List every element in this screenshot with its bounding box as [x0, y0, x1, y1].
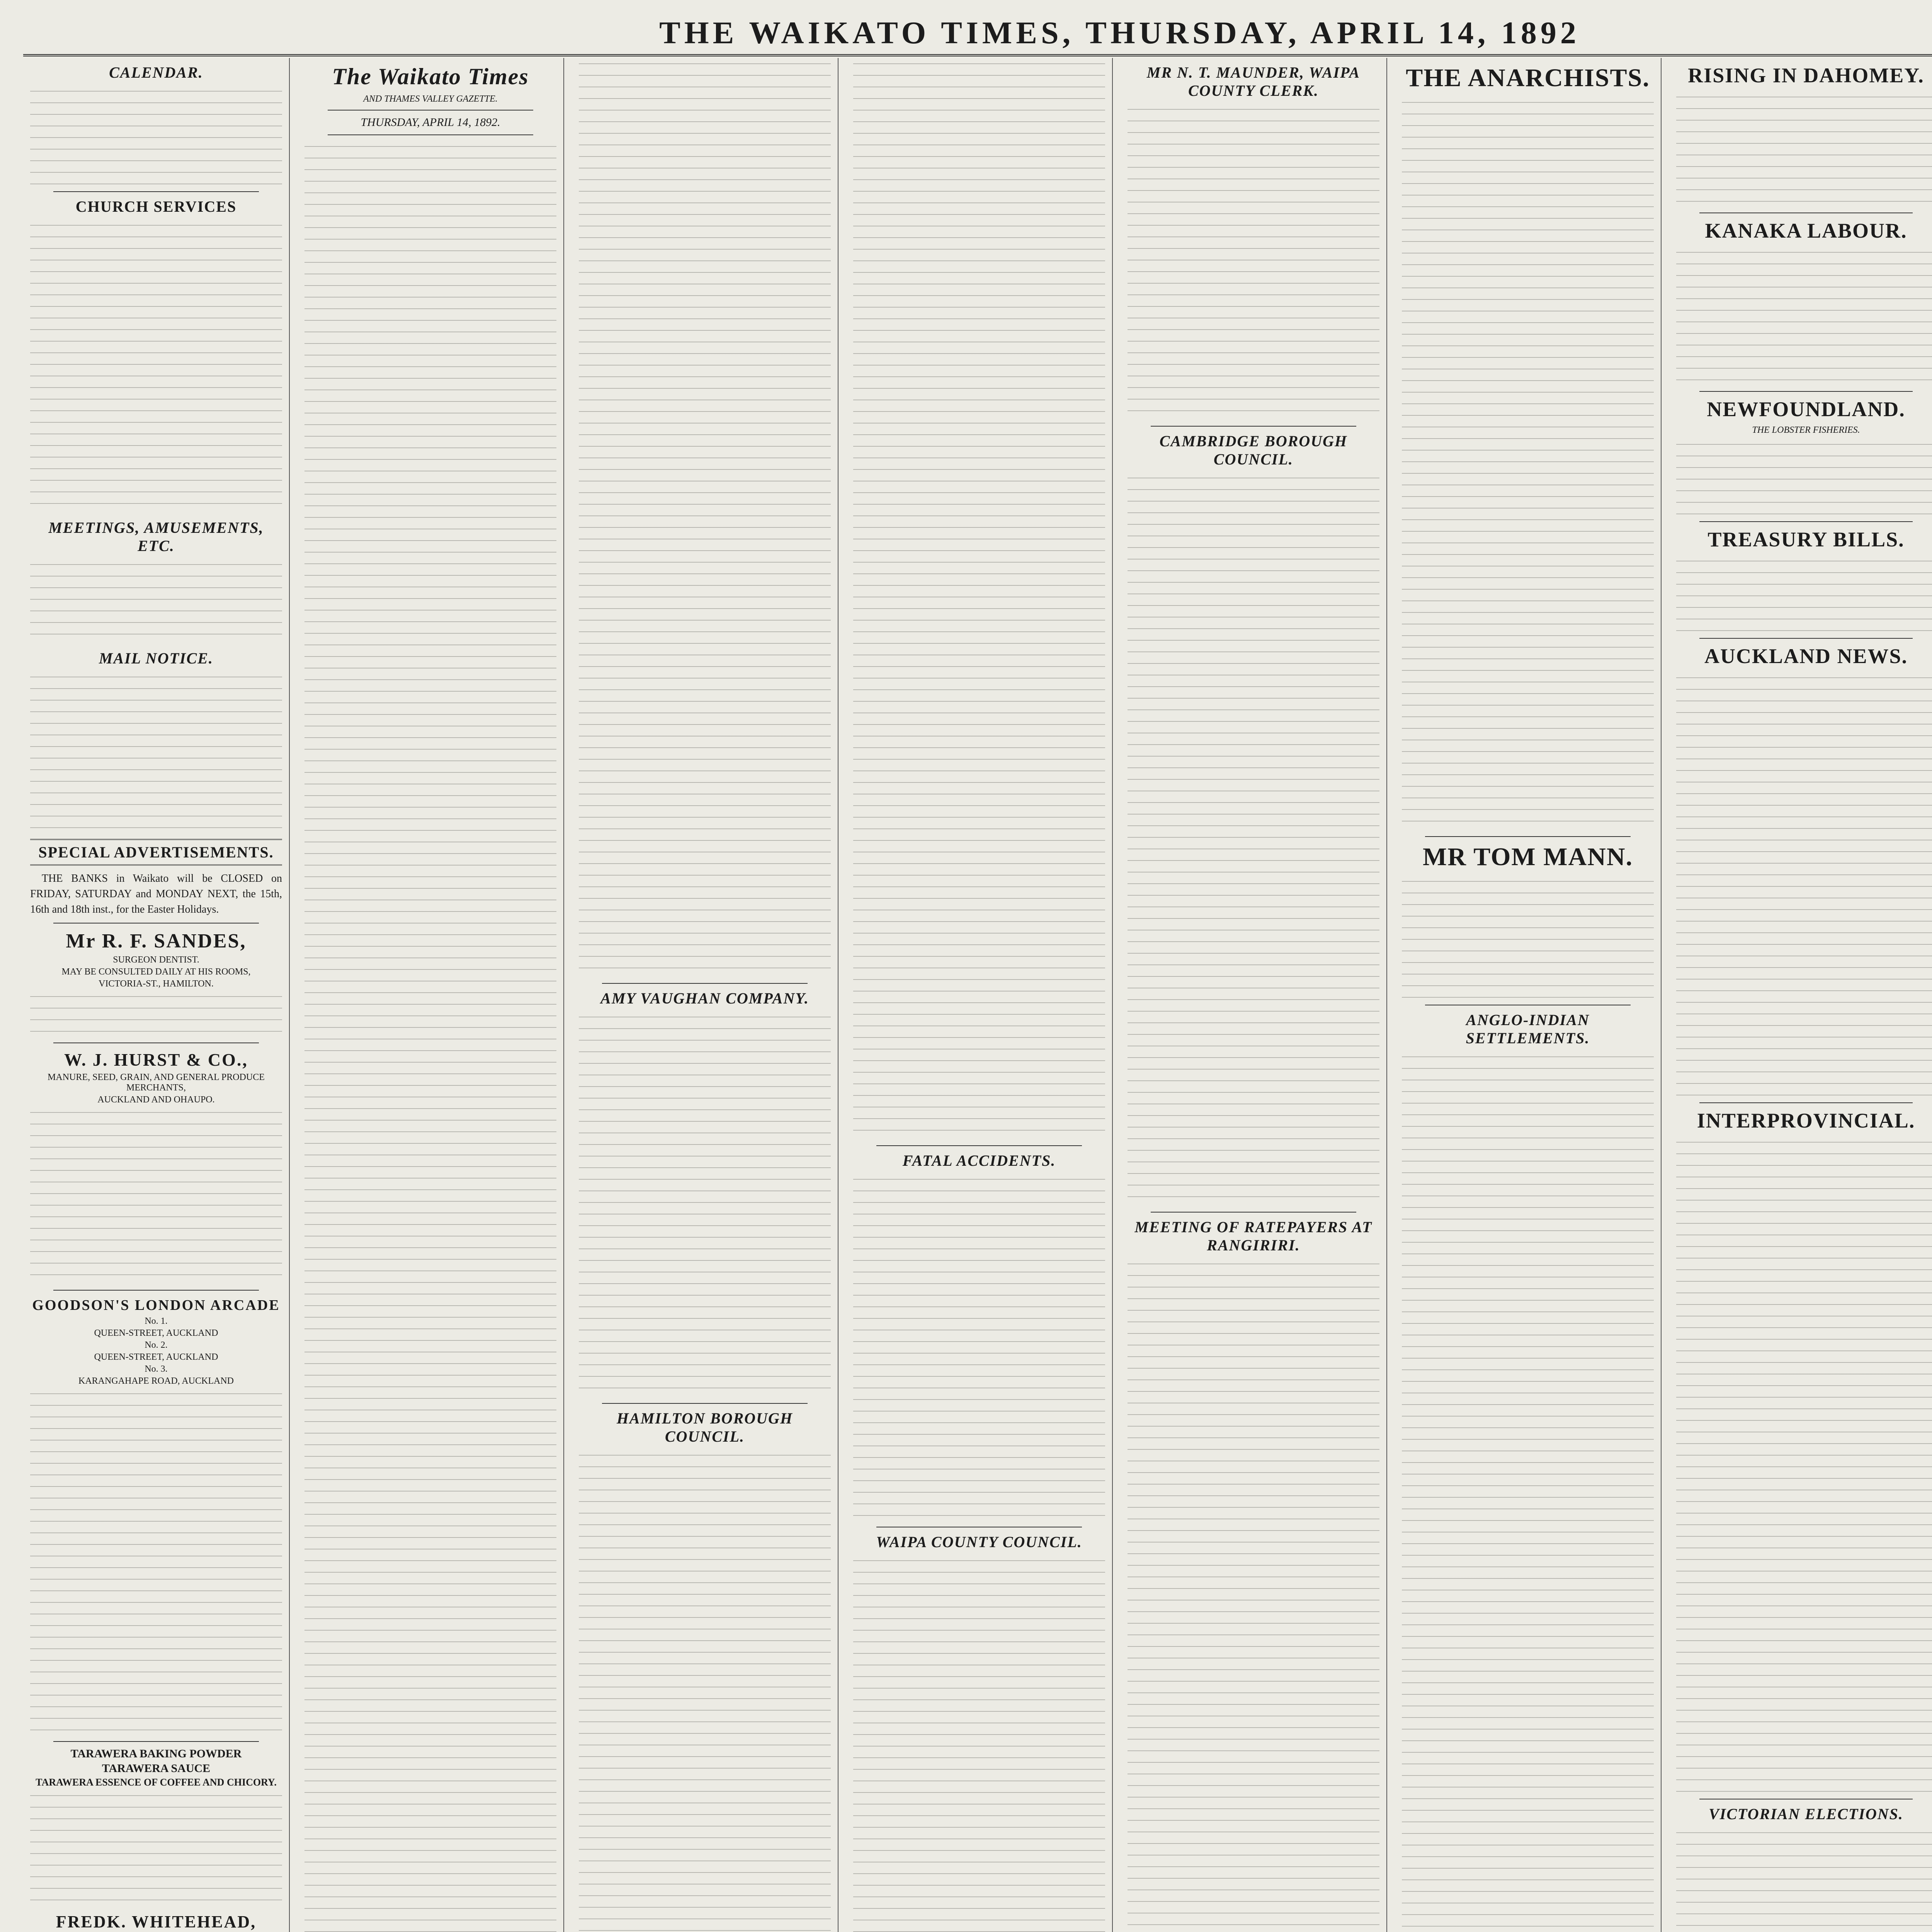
goodson-line: No. 3. [145, 1364, 168, 1374]
mail-heading: MAIL NOTICE. [99, 650, 213, 667]
divider [876, 1145, 1082, 1146]
divider [53, 1290, 259, 1291]
treasury-heading: TREASURY BILLS. [1708, 528, 1905, 551]
divider [602, 1403, 808, 1404]
masthead [23, 12, 1932, 56]
divider [53, 1741, 259, 1742]
fatal-accidents-heading: FATAL ACCIDENTS. [902, 1152, 1056, 1169]
fatal-accidents-text [853, 1173, 1105, 1521]
ratepayers-text [1128, 1258, 1379, 1932]
editorial-text [304, 141, 556, 1932]
cambridge-borough-heading: CAMBRIDGE BOROUGH COUNCIL. [1159, 432, 1348, 468]
calendar-text [30, 85, 282, 186]
victorian-elections-text [1676, 1827, 1932, 1932]
church-text [30, 219, 282, 513]
treasury-text [1676, 555, 1932, 633]
kanaka-heading: KANAKA LABOUR. [1705, 219, 1907, 242]
column-1 [23, 58, 290, 1932]
paper-title: The Waikato Times [332, 64, 529, 89]
anarchists-heading: THE ANARCHISTS. [1406, 64, 1650, 92]
column-2 [298, 58, 564, 1932]
cambridge-borough-text [1128, 472, 1379, 1206]
hurst-line: AUCKLAND AND OHAUPO. [97, 1095, 215, 1105]
newfoundland-heading: NEWFOUNDLAND. [1707, 398, 1905, 421]
anglo-indian-text [1402, 1051, 1654, 1932]
divider [1699, 638, 1913, 639]
paper-subtitle: AND THAMES VALLEY GAZETTE. [363, 94, 498, 104]
tarawera-line: TARAWERA ESSENCE OF COFFEE AND CHICORY. [36, 1777, 277, 1788]
hurst-ad-title: W. J. HURST & CO., [64, 1050, 248, 1070]
divider [1151, 1212, 1356, 1213]
whitehead-ad-title: FREDK. WHITEHEAD, [56, 1912, 257, 1931]
sandes-line: VICTORIA-ST., HAMILTON. [99, 979, 214, 989]
divider [1699, 521, 1913, 522]
goodson-line: KARANGAHAPE ROAD, AUCKLAND [78, 1376, 234, 1386]
lobster-subheading: THE LOBSTER FISHERIES. [1752, 425, 1860, 435]
sandes-ad-title: Mr R. F. SANDES, [66, 930, 247, 952]
special-heading: SPECIAL ADVERTISEMENTS. [38, 844, 274, 861]
news-text [579, 58, 831, 978]
county-text [853, 1555, 1105, 1932]
special-ads-banner [30, 839, 282, 866]
divider [328, 134, 533, 135]
goodson-line: No. 2. [145, 1340, 168, 1350]
interprovincial-text [1676, 1136, 1932, 1793]
tom-mann-text [1402, 876, 1654, 999]
newfoundland-text [1676, 439, 1932, 516]
goodson-text [30, 1388, 282, 1736]
borough-text [579, 1449, 831, 1932]
meetings-text [30, 559, 282, 644]
masthead-title: THE WAIKATO TIMES, THURSDAY, APRIL 14, 1892 [659, 15, 1580, 50]
hurst-text [30, 1107, 282, 1284]
column-6 [1395, 58, 1662, 1932]
calendar-heading: CALENDAR. [109, 64, 203, 81]
victorian-elections-heading: VICTORIAN ELECTIONS. [1709, 1805, 1903, 1823]
divider [602, 983, 808, 984]
column-5 [1121, 58, 1387, 1932]
dahomey-text [1676, 91, 1932, 207]
columns [23, 58, 1932, 1932]
dateline: THURSDAY, APRIL 14, 1892. [361, 116, 500, 129]
divider [1151, 426, 1356, 427]
county-heading: WAIPA COUNTY COUNCIL. [876, 1533, 1082, 1551]
tarawera-line: TARAWERA BAKING POWDER [70, 1747, 242, 1760]
dahomey-heading: RISING IN DAHOMEY. [1688, 64, 1924, 87]
amy-vaughan-heading: AMY VAUGHAN COMPANY. [600, 990, 809, 1007]
goodson-line: No. 1. [145, 1316, 168, 1326]
divider [1699, 391, 1913, 392]
column-4 [846, 58, 1113, 1932]
column-7 [1669, 58, 1932, 1932]
amy-vaughan-text [579, 1011, 831, 1398]
ratepayers-heading: MEETING OF RATEPAYERS AT RANGIRIRI. [1134, 1218, 1372, 1254]
meetings-heading: MEETINGS, AMUSEMENTS, ETC. [48, 519, 264, 554]
banks-notice: THE BANKS in Waikato will be CLOSED on FRIDAY, SATURDAY and MONDAY NEXT, the 15th, 16th and 18th inst., for the Easter Holidays. [30, 872, 282, 915]
column-3 [572, 58, 838, 1932]
church-heading: CHURCH SERVICES [75, 198, 237, 215]
tarawera-line: TARAWERA SAUCE [102, 1762, 211, 1775]
tom-mann-heading: MR TOM MANN. [1422, 843, 1633, 871]
maunder-heading: MR N. T. MAUNDER, WAIPA COUNTY CLERK. [1146, 64, 1361, 99]
goodson-line: QUEEN-STREET, AUCKLAND [94, 1328, 218, 1338]
maunder-text [1128, 104, 1379, 420]
goodson-ad-title: GOODSON'S LONDON ARCADE [32, 1297, 280, 1313]
kanaka-text [1676, 247, 1932, 386]
mail-text [30, 671, 282, 833]
goodson-line: QUEEN-STREET, AUCKLAND [94, 1352, 218, 1362]
hurst-line: MANURE, SEED, GRAIN, AND GENERAL PRODUCE MERCHANTS, [48, 1072, 265, 1093]
anglo-indian-heading: ANGLO-INDIAN SETTLEMENTS. [1466, 1011, 1590, 1047]
tarawera-text [30, 1790, 282, 1906]
divider [328, 110, 533, 111]
borough-heading: HAMILTON BOROUGH COUNCIL. [616, 1410, 793, 1445]
sandes-line: MAY BE CONSULTED DAILY AT HIS ROOMS, [61, 967, 251, 977]
divider [53, 191, 259, 192]
auckland-news-text [1676, 672, 1932, 1097]
interprovincial-heading: INTERPROVINCIAL. [1697, 1109, 1915, 1132]
auckland-news-heading: AUCKLAND NEWS. [1704, 645, 1908, 668]
divider [1425, 836, 1631, 837]
divider [1699, 1102, 1913, 1103]
borough-continued-text [853, 58, 1105, 1140]
sandes-text [30, 991, 282, 1037]
anarchists-text [1402, 97, 1654, 831]
sandes-line: SURGEON DENTIST. [113, 955, 199, 965]
